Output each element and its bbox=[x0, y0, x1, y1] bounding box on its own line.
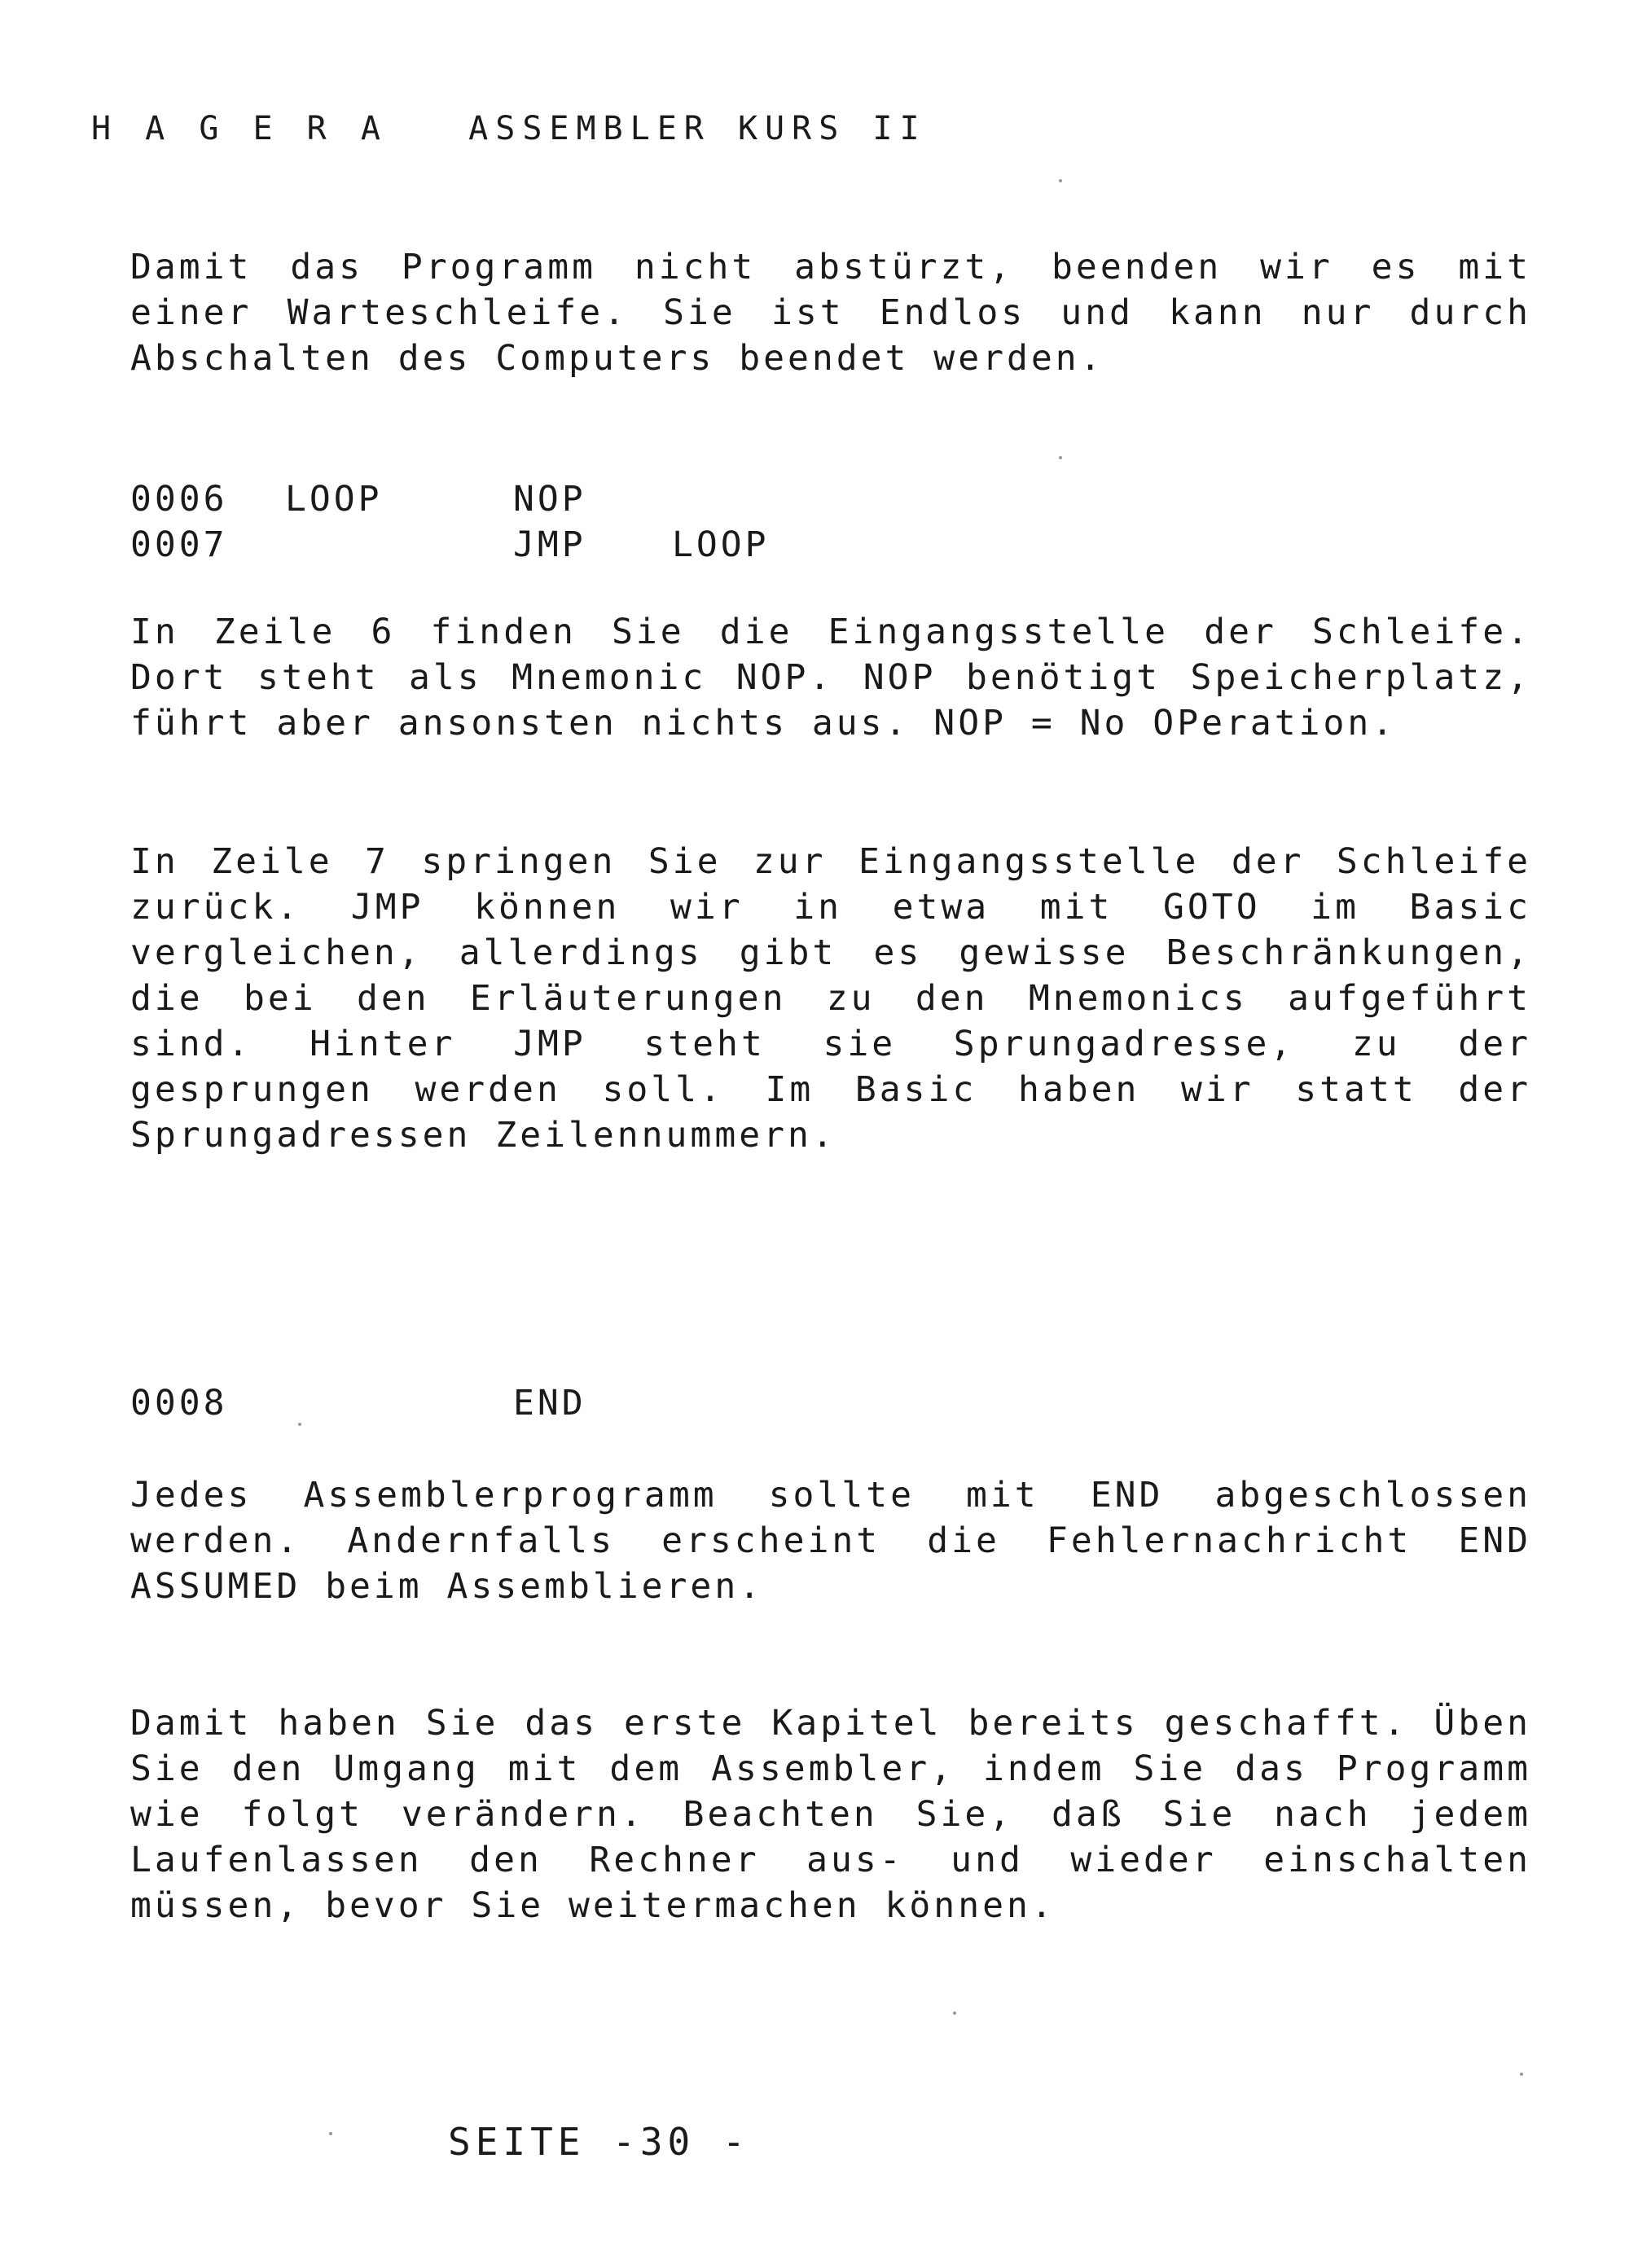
line-number: 0007 bbox=[130, 524, 228, 565]
paragraph-nop: In Zeile 6 finden Sie die Eingangsstelle der Schleife. Dort steht als Mnemonic NOP. NOP benötigt Speicherplatz, führt aber ansonsten nichts aus. NOP = No OPeration. bbox=[130, 612, 1531, 744]
code-mnemonic: NOP bbox=[513, 479, 586, 520]
code-label: LOOP bbox=[285, 479, 383, 520]
code-line bbox=[130, 1380, 672, 1426]
code-block-end bbox=[130, 1380, 672, 1426]
code-block-loop bbox=[130, 476, 770, 568]
scan-speck bbox=[953, 2011, 956, 2015]
page-footer: SEITE -30 - bbox=[448, 2120, 750, 2164]
scan-speck bbox=[329, 2132, 332, 2135]
line-number: 0008 bbox=[130, 1383, 228, 1424]
paragraph-intro: Damit das Programm nicht abstürzt, beenden wir es mit einer Warteschleife. Sie ist Endlos und kann nur durch Abschalten des Computers beendet werden. bbox=[130, 247, 1531, 379]
code-operand: LOOP bbox=[672, 524, 770, 565]
paragraph-jmp: In Zeile 7 springen Sie zur Eingangsstelle der Schleife zurück. JMP können wir in etwa mit GOTO im Basic vergleichen, allerdings gibt es gewisse Beschränkungen, die bei den Erläuterungen zu den Mnemonics aufgeführt sind. Hinter JMP steht sie Sprungadresse, zu der gesprungen werden soll. Im Basic haben wir statt der Sprungadressen Zeilennummern. bbox=[130, 841, 1531, 1156]
code-label bbox=[285, 1380, 513, 1426]
scan-speck bbox=[1059, 179, 1062, 182]
scan-speck bbox=[1520, 2073, 1523, 2076]
line-number: 0006 bbox=[130, 479, 228, 520]
code-line bbox=[130, 522, 770, 568]
scan-speck bbox=[1059, 456, 1062, 459]
code-mnemonic: JMP bbox=[513, 524, 586, 565]
code-label bbox=[285, 522, 513, 568]
code-mnemonic: END bbox=[513, 1383, 586, 1424]
paragraph-summary: Damit haben Sie das erste Kapitel bereits geschafft. Üben Sie den Umgang mit dem Assembler, indem Sie das Programm wie folgt verändern. Beachten Sie, daß Sie nach jedem Laufenlassen den Rechner aus- und wieder einschalten müssen, bevor Sie weitermachen können. bbox=[130, 1703, 1531, 1926]
paragraph-end: Jedes Assemblerprogramm sollte mit END abgeschlossen werden. Andernfalls erscheint die Fehlernachricht END ASSUMED beim Assemblieren. bbox=[130, 1475, 1531, 1607]
scan-speck bbox=[298, 1423, 301, 1426]
page-header: H A G E R A ASSEMBLER KURS II bbox=[91, 110, 927, 147]
code-line bbox=[130, 476, 770, 522]
